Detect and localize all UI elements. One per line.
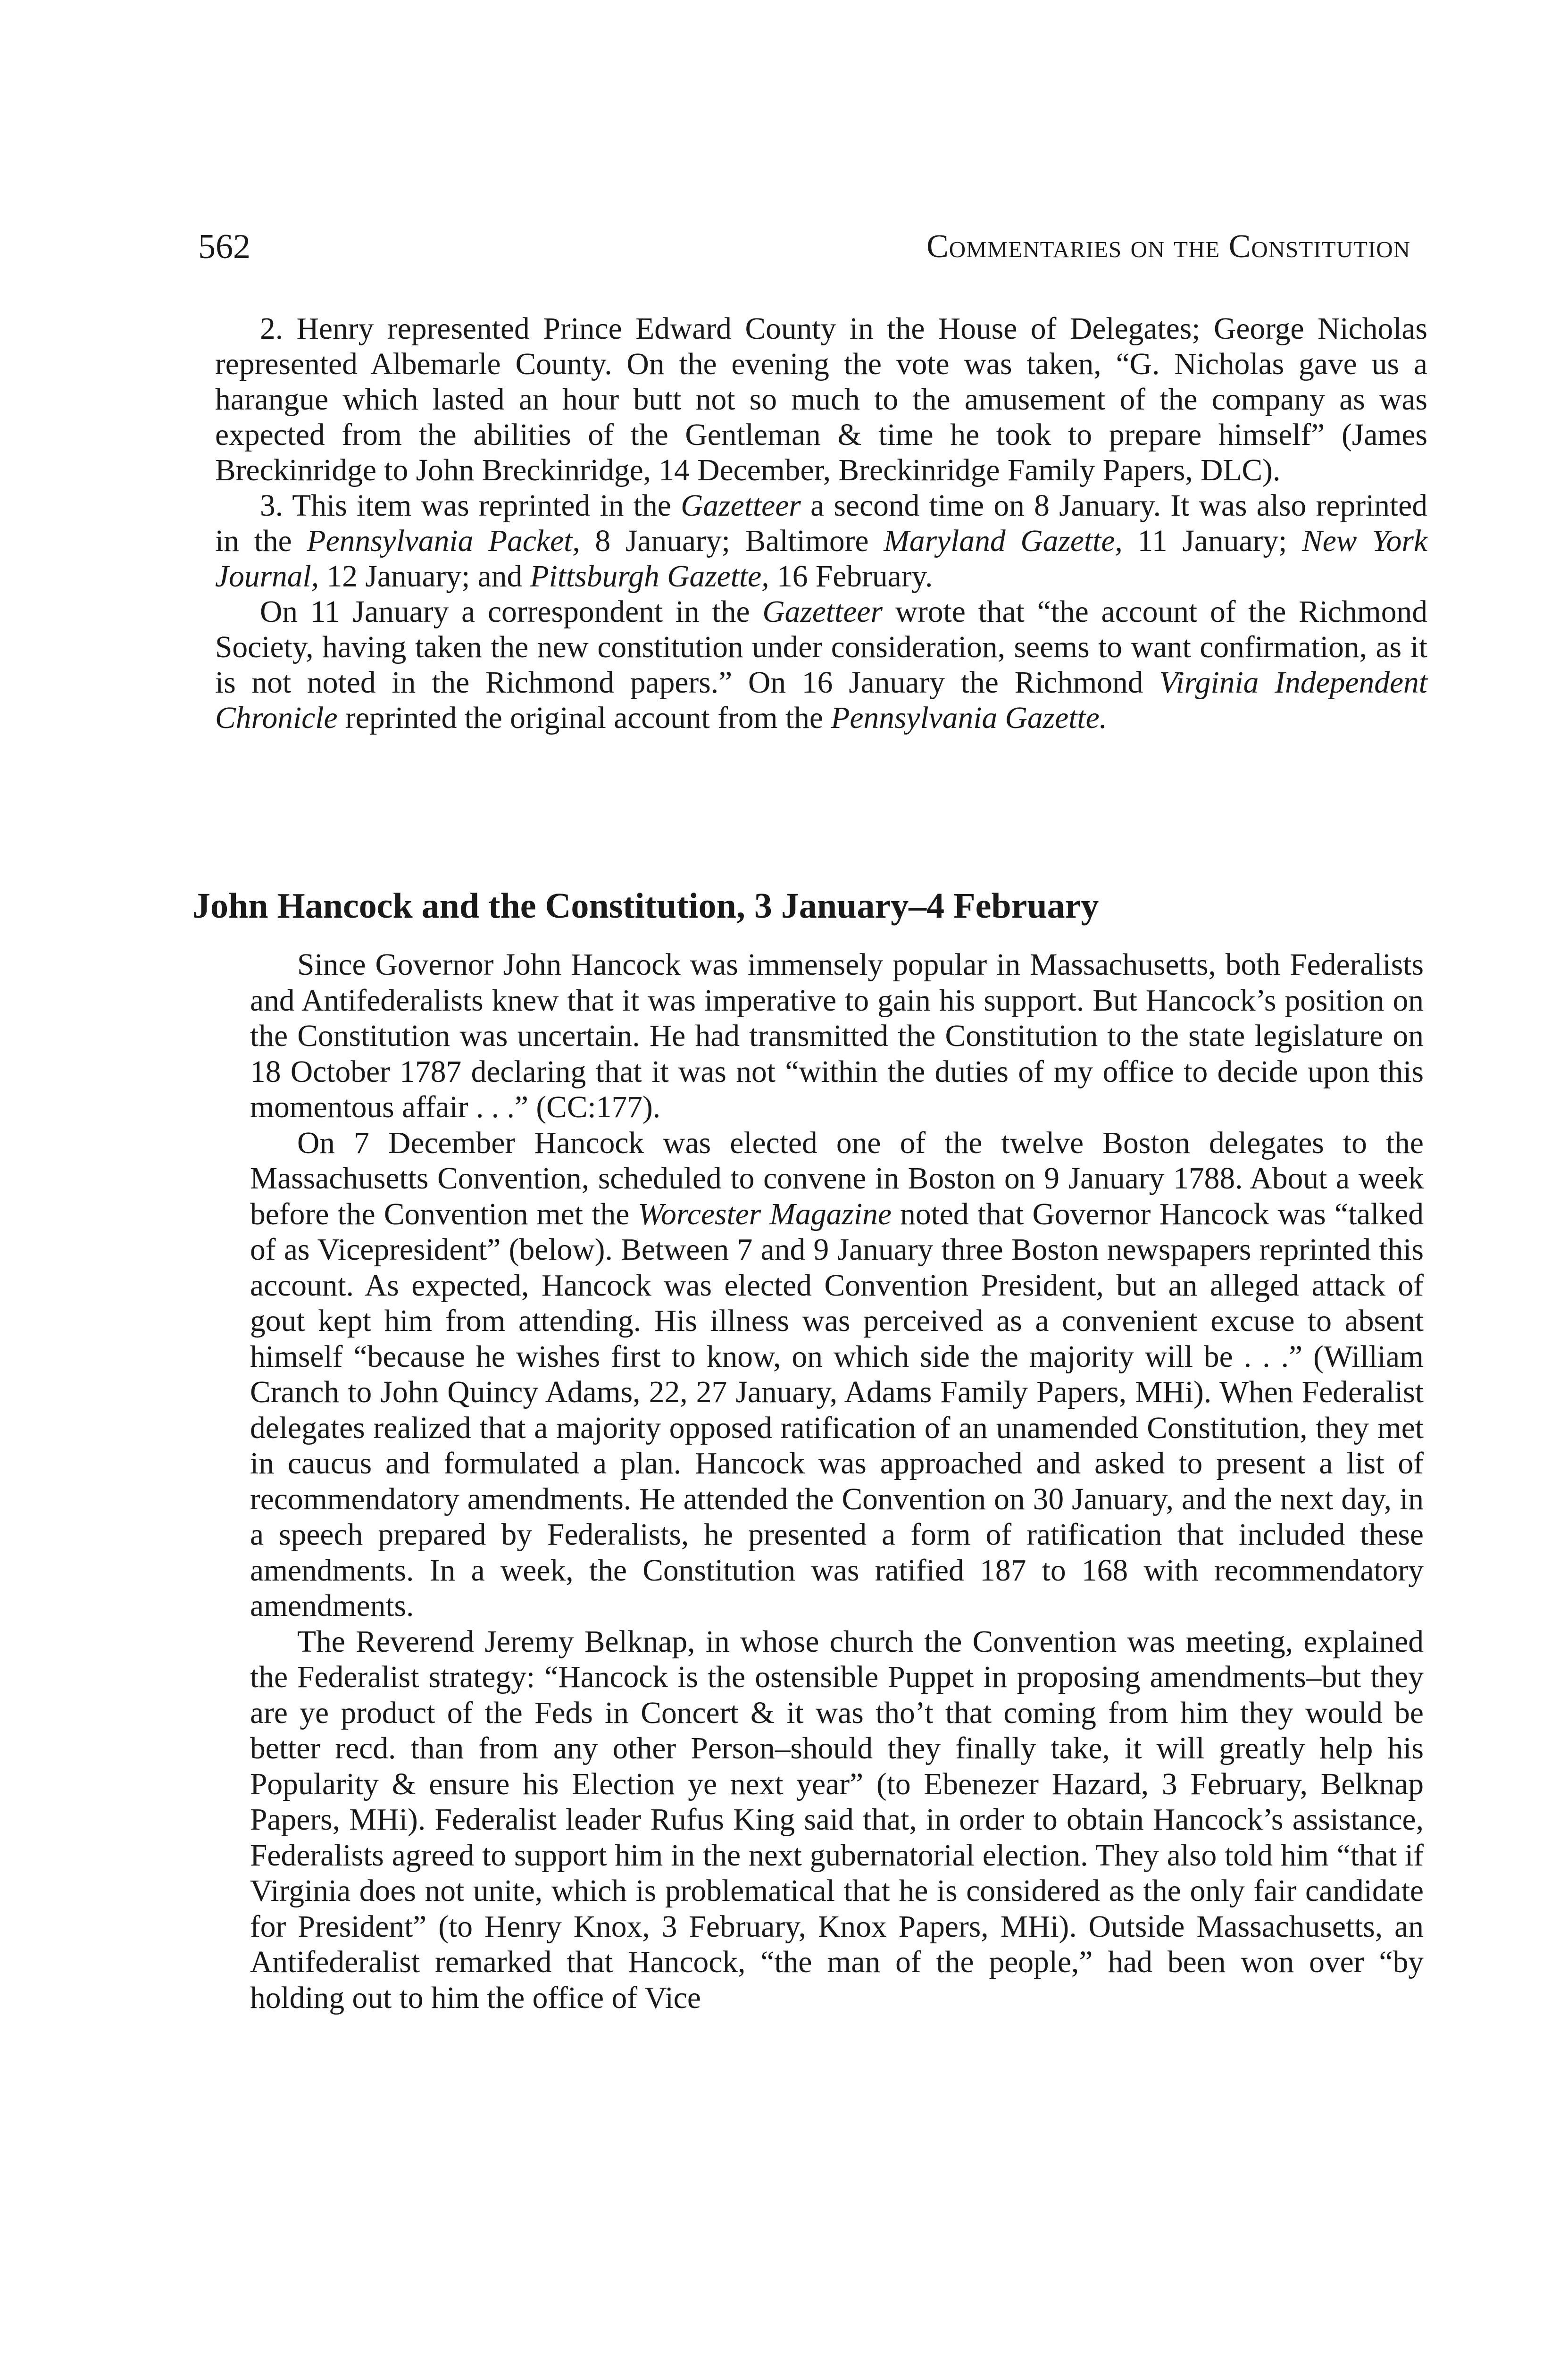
- note-2: 2. Henry represented Prince Edward County in the House of Delegates; George Nicholas represented Albemarle County. On the evening the vote was taken, “G. Nicholas gave us a harangue which lasted an hour butt not so much to the amusement of the company as was expected from the abilities of the Gentleman & time he took to prepare himself” (James Breckinridge to John Breckinridge, 14 December, Breckinridge Family Papers, DLC).: [215, 312, 1427, 487]
- running-title: Commentaries on the Constitution: [926, 228, 1410, 265]
- note-3: 3. This item was reprinted in the Gazetteer a second time on 8 January. It was also reprinted in the Pennsylvania Packet, 8 January; Baltimore Maryland Gazette, 11 January; New York Journal, 12 January; and Pittsburgh Gazette, 16 February.: [215, 489, 1427, 594]
- paragraph-2: On 7 December Hancock was elected one of the twelve Boston delegates to the Massachusetts Convention, scheduled to convene in Boston on 9 January 1788. About a week before the Convention met the Worcester Magazine noted that Governor Hancock was “talked of as Vicepresident” (below). Between 7 and 9 January three Boston newspapers reprinted this account. As expected, Hancock was elected Convention President, but an alleged attack of gout kept him from attending. His illness was perceived as a convenient excuse to absent himself “because he wishes first to know, on which side the majority will be . . .” (William Cranch to John Quincy Adams, 22, 27 January, Adams Family Papers, MHi). When Federalist delegates realized that a majority opposed ratification of an unamended Constitution, they met in caucus and formulated a plan. Hancock was approached and asked to present a list of recommendatory amendments. He attended the Convention on 30 January, and the next day, in a speech prepared by Federalists, he presented a form of ratification that included these amendments. In a week, the Constitution was ratified 187 to 168 with recommendatory amendments.: [250, 1126, 1424, 1623]
- hancock-section: [192, 882, 1424, 2016]
- note-3-continuation: On 11 January a correspondent in the Gazetteer wrote that “the account of the Richmond Society, having taken the new constitution under consideration, seems to want confirmation, as it is not noted in the Richmond papers.” On 16 January the Richmond Virginia Independent Chronicle reprinted the original account from the Pennsylvania Gazette.: [215, 595, 1427, 735]
- paragraph-3: The Reverend Jeremy Belknap, in whose church the Convention was meeting, explained the Federalist strategy: “Hancock is the ostensible Puppet in proposing amendments–but they are ye product of the Feds in Concert & it was tho’t that coming from him they would be better recd. than from any other Person–should they finally take, it will greatly help his Popularity & ensure his Election ye next year” (to Ebenezer Hazard, 3 February, Belknap Papers, MHi). Federalist leader Rufus King said that, in order to obtain Hancock’s assistance, Federalists agreed to support him in the next gubernatorial election. They also told him “that if Virginia does not unite, which is problematical that he is considered as the only fair candidate for President” (to Henry Knox, 3 February, Knox Papers, MHi). Outside Massachusetts, an Antifederalist remarked that Hancock, “the man of the people,” had been won over “by holding out to him the office of Vice: [250, 1624, 1424, 2015]
- paragraph-1: Since Governor John Hancock was immensely popular in Massachusetts, both Federalists and Antifederalists knew that it was imperative to gain his support. But Hancock’s position on the Constitution was uncertain. He had transmitted the Constitution to the state legislature on 18 October 1787 declaring that it was not “within the duties of my office to decide upon this momentous affair . . .” (CC:177).: [250, 948, 1424, 1124]
- page-number: 562: [198, 227, 250, 266]
- section-heading: John Hancock and the Constitution, 3 January–4 February: [192, 886, 1099, 926]
- running-head: [198, 226, 1410, 268]
- section-body: [250, 947, 1424, 2016]
- footnotes-block: [215, 311, 1427, 736]
